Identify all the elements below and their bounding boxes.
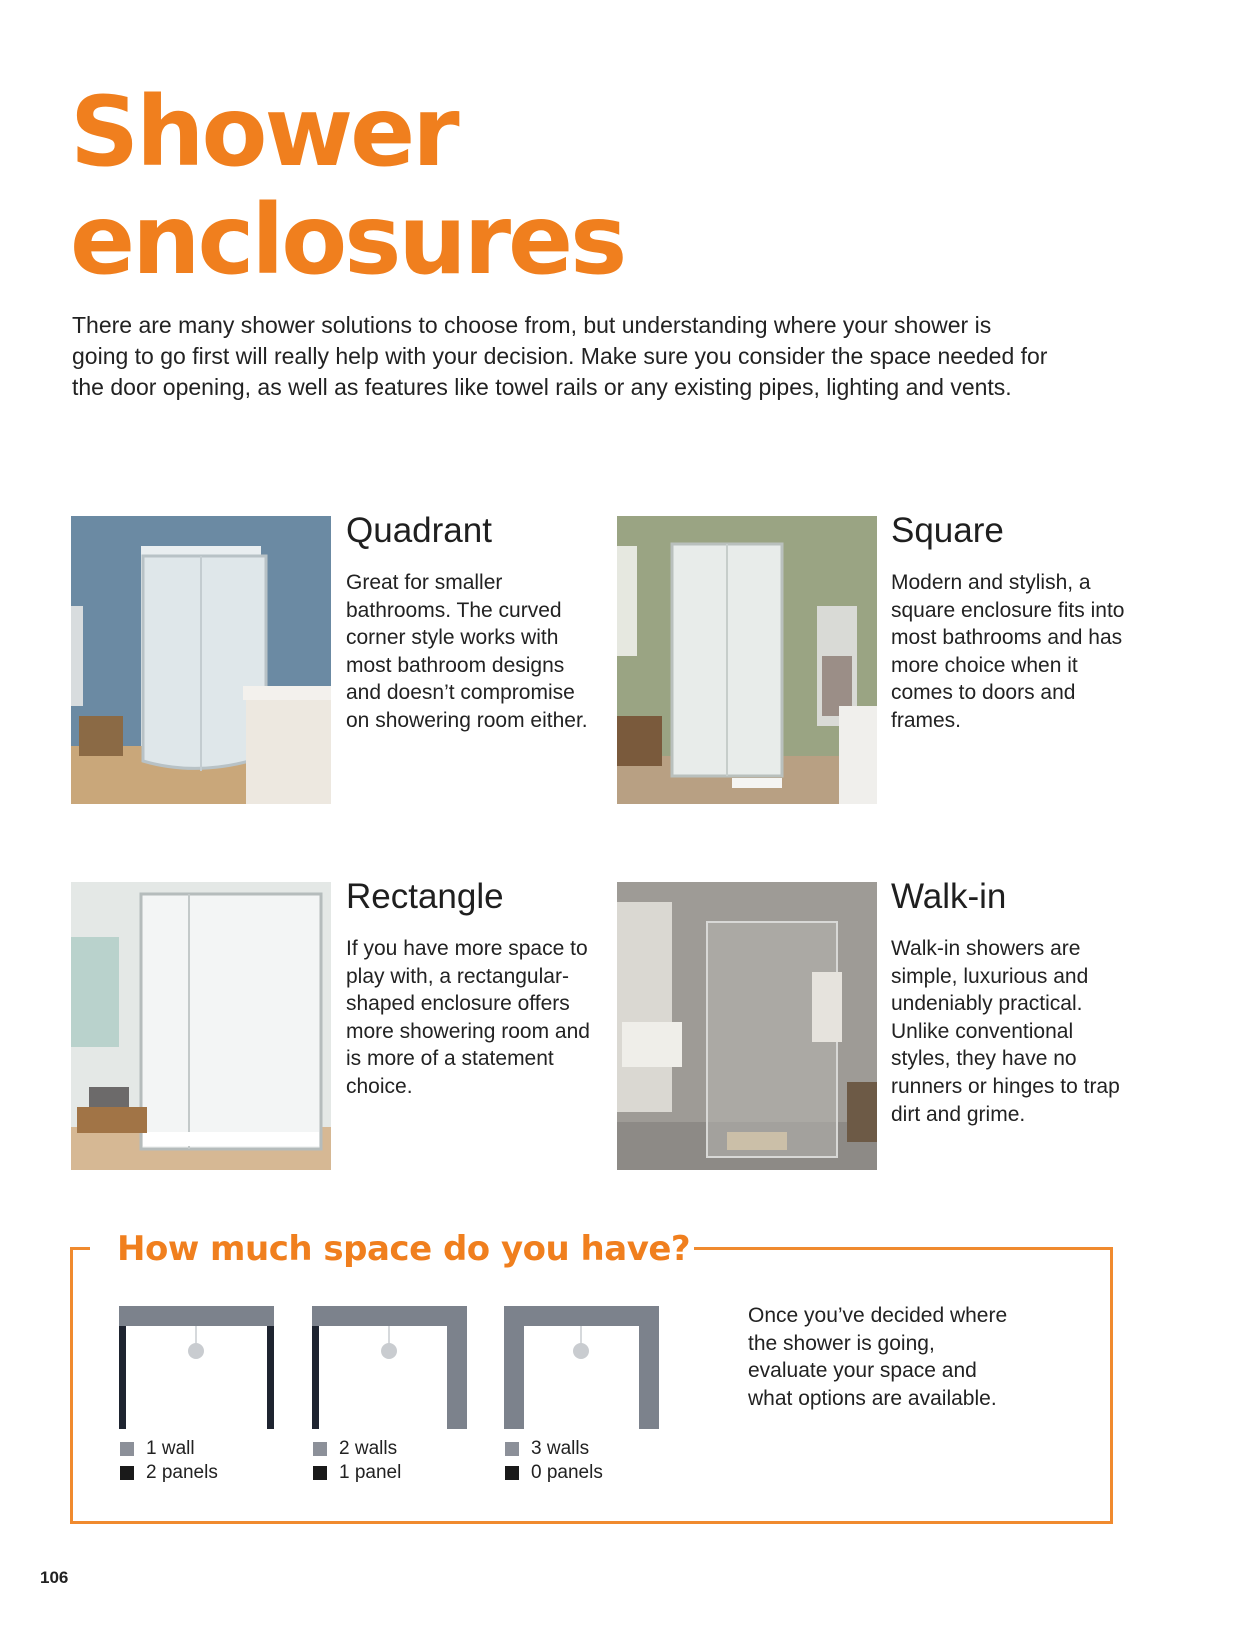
walk-in-photo xyxy=(617,882,877,1170)
space-heading: How much space do you have? xyxy=(117,1229,691,1269)
quadrant-photo xyxy=(71,516,331,804)
intro-paragraph: There are many shower solutions to choose from, but understanding where your shower is going to go first will really help with your decision. Make sure you consider the space needed for the door opening, as well as features like towel rails or any existing pipes, lighting and vents. xyxy=(72,312,1048,400)
legend-panels: 2 panels xyxy=(146,1462,218,1483)
space-paragraph: Once you’ve decided where the shower is going, evaluate your space and what options are available. xyxy=(748,1304,1008,1410)
card-text-rectangle: If you have more space to play with, a rectangular-shaped enclosure offers more showering room and is more of a statement choice. xyxy=(346,937,590,1098)
legend-panels: 1 panel xyxy=(339,1462,402,1483)
panel-swatch xyxy=(505,1466,519,1480)
legend-walls: 3 walls xyxy=(531,1438,590,1459)
wall-swatch xyxy=(120,1442,134,1456)
diagram-2-walls xyxy=(312,1306,467,1429)
title-line-2: enclosures xyxy=(70,184,625,296)
legend-walls: 2 walls xyxy=(339,1438,398,1459)
card-title-rectangle: Rectangle xyxy=(346,877,504,916)
frame-top-left-segment xyxy=(70,1247,90,1250)
card-title-walk-in: Walk-in xyxy=(891,877,1007,916)
rectangle-photo xyxy=(71,882,331,1170)
panel-swatch xyxy=(313,1466,327,1480)
wall-swatch xyxy=(505,1442,519,1456)
legend-option-2 xyxy=(313,1437,401,1485)
legend-panels: 0 panels xyxy=(531,1462,603,1483)
diagram-1-wall xyxy=(119,1306,274,1429)
card-text-walk-in: Walk-in showers are simple, luxurious and undeniably practical. Unlike conventional styles, they have no runners or hinges to trap dirt and grime. xyxy=(891,937,1120,1126)
panel-swatch xyxy=(120,1466,134,1480)
card-title-quadrant: Quadrant xyxy=(346,511,492,550)
legend-walls: 1 wall xyxy=(146,1438,195,1459)
frame-top-right-segment xyxy=(694,1247,1113,1250)
page-number: 106 xyxy=(40,1568,69,1587)
card-text-quadrant: Great for smaller bathrooms. The curved corner style works with most bathroom designs and doesn’t compromise on showering room either. xyxy=(346,571,588,732)
legend-option-3 xyxy=(505,1437,603,1485)
card-title-square: Square xyxy=(891,511,1004,550)
page-title xyxy=(70,78,624,294)
title-line-1: Shower xyxy=(70,76,457,188)
diagram-3-walls xyxy=(504,1306,659,1429)
frame-corner-tick xyxy=(70,1247,73,1267)
square-photo xyxy=(617,516,877,804)
card-text-square: Modern and stylish, a square enclosure fits into most bathrooms and has more choice when it comes to doors and frames. xyxy=(891,571,1125,732)
wall-swatch xyxy=(313,1442,327,1456)
legend-option-1 xyxy=(120,1437,218,1485)
